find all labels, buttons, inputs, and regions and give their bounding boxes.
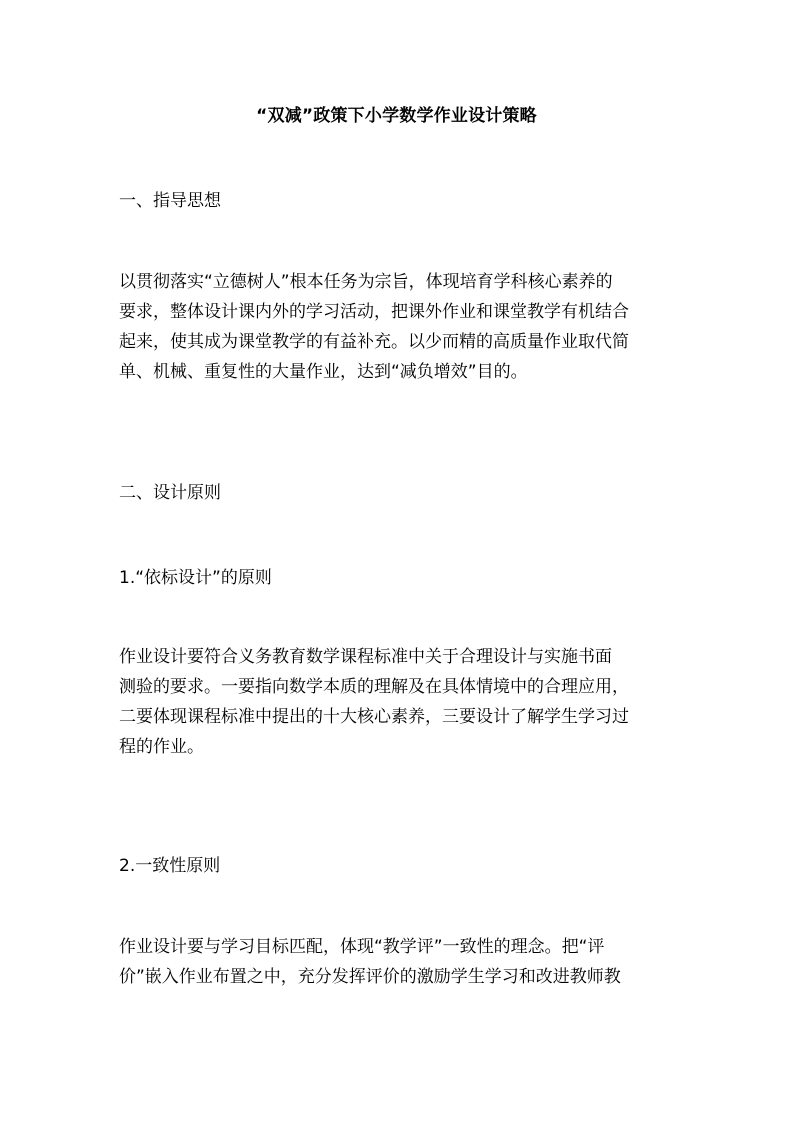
paragraph-line: 价”嵌入作业布置之中，充分发挥评价的激励学生学习和改进教师教 <box>119 967 621 987</box>
paragraph-line: 作业设计要与学习目标匹配，体现“教学评”一致性的理念。把“评 <box>119 937 605 957</box>
paragraph-consistency <box>119 932 679 992</box>
paragraph-line: 要求，整体设计课内外的学习活动，把课外作业和课堂教学有机结合 <box>119 302 629 322</box>
paragraph-line: 起来，使其成为课堂教学的有益补充。以少而精的高质量作业取代简 <box>119 332 629 352</box>
paragraph-standard-based <box>119 642 679 762</box>
document-title: “双减”政策下小学数学作业设计策略 <box>256 106 537 126</box>
section-heading-design-principles: 二、设计原则 <box>119 483 221 503</box>
paragraph-line: 程的作业。 <box>119 737 204 757</box>
subsection-heading-consistency: 2.一致性原则 <box>119 856 221 876</box>
paragraph-guiding-ideology <box>119 267 679 387</box>
paragraph-line: 测验的要求。一要指向数学本质的理解及在具体情境中的合理应用， <box>119 677 629 697</box>
paragraph-line: 作业设计要符合义务教育数学课程标准中关于合理设计与实施书面 <box>119 647 612 667</box>
subsection-heading-standard-based: 1.“依标设计”的原则 <box>119 568 272 588</box>
section-heading-guiding-ideology: 一、指导思想 <box>119 191 221 211</box>
paragraph-line: 单、机械、重复性的大量作业，达到“减负增效”目的。 <box>119 362 528 382</box>
paragraph-line: 以贯彻落实“立德树人”根本任务为宗旨，体现培育学科核心素养的 <box>119 272 613 292</box>
paragraph-line: 二要体现课程标准中提出的十大核心素养，三要设计了解学生学习过 <box>119 707 629 727</box>
